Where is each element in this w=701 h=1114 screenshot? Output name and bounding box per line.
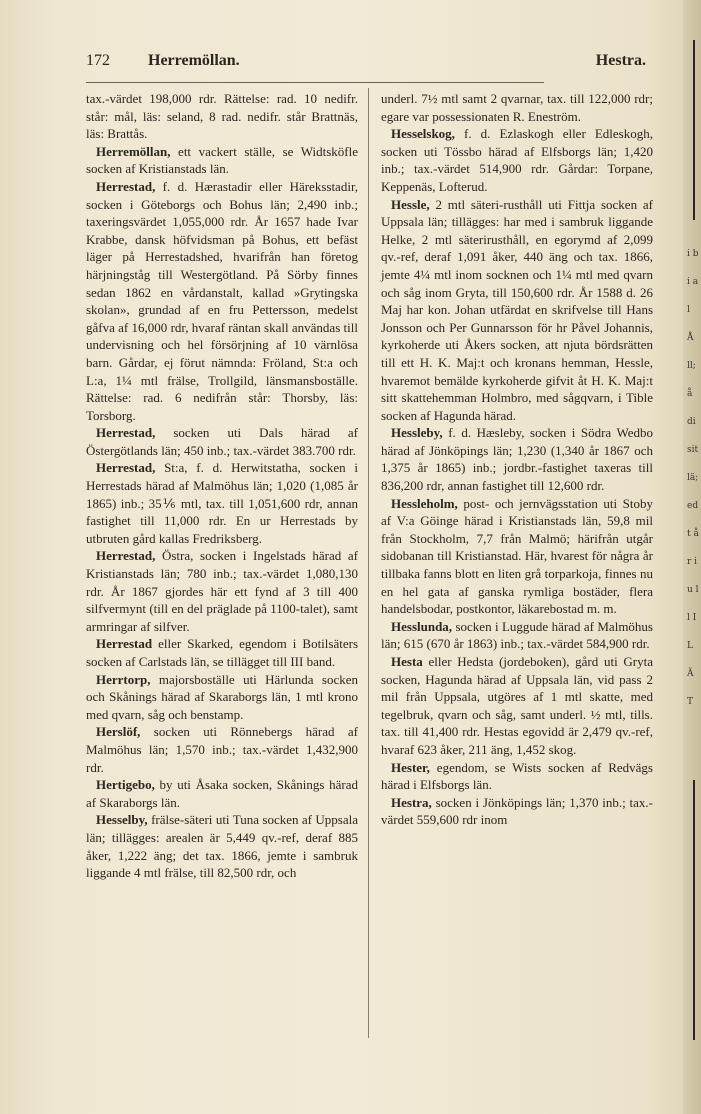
entry-paragraph: Hertigebo, by uti Åsaka socken, Skånings härad af Skaraborgs län. (86, 777, 358, 810)
entry-headword: Hestra, (391, 794, 432, 810)
entry-paragraph: Hessleholm, post- och jernvägsstation uti Stoby af V:a Göinge härad i Kristianstads län, 59,8 mil från Stockholm, 7,7 från Malmö; härifrån utgår sidobanan till Kristianstad. Här, hvarest för några år tillbaka fanns blott en liten grå torparkoja, finnes nu en hel gata af ganska rymliga bostäder, flera handelsbodar, postkontor, läkarebostad m. m. (381, 495, 653, 617)
right-column (381, 90, 653, 829)
column-divider (368, 88, 369, 1038)
entry-paragraph: Hessleby, f. d. Hæsleby, socken i Södra Wedbo härad af Jönköpings län; 1,230 (1,340 år 1867 och 1,375 år 1865) inb.; jordbr.-fastighet taxeras till 836,200 rdr, annan fastighet till 12,600 rdr. (381, 425, 653, 494)
entry-paragraph: Herslöf, socken uti Rönnebergs härad af Malmöhus län; 1,570 inb.; tax.-värdet 1,432,900 rdr. (86, 724, 358, 775)
header-right-title: Hestra. (595, 52, 646, 69)
entry-paragraph: Hesta eller Hedsta (jordeboken), gård uti Gryta socken, Hagunda härad af Uppsala län, vid pass 2 mil från Uppsala, utgöres af 1 mtl skatte, med tegelbruk, qvarn och såg, samt underl. ½ mtl, tills. tax. till 41,400 rdr. Hestas egovidd är 2,479 qv.-ref, hvaraf 623 åker, 211 äng, 1,452 skog. (381, 654, 653, 757)
entry-paragraph: Hestra, socken i Jönköpings län; 1,370 inb.; tax.-värdet 559,600 rdr inom (381, 794, 653, 828)
edge-rule-mark (693, 40, 695, 220)
entry-paragraph: underl. 7½ mtl samt 2 qvarnar, tax. till 122,000 rdr; egare var possessionaten R. Eneström. (381, 91, 653, 124)
entry-paragraph: Hessle, 2 mtl säteri-rusthåll uti Fittja socken af Uppsala län; tillägges: har med i sambruk liggande Helke, 2 mtl säterirusthåll, en egorymd af 2,099 qv.-ref, deraf 1,091 åker, 440 äng och tax. 1866, jemte 4¼ mtl inom socknen och 1¼ mtl med qvarn och såg inom Gryta, till 150,600 rdr. År 1588 d. 26 Maj har kon. Johan utfärdat en skrifvelse till Hans Jonsson och Per Gunnarsson för hr Påvel Johannis, kyrkoherde uti Åkers socken, att njuta bördsrätten till ett H. K. Maj:t och kronans hemman, Hessle, hvaremot bemälde kyrkoherde gifvit åt H. K. Maj:t sitt skattehemman Holmbro, med sågqvarn, i Tible socken af Hagunda härad. (381, 196, 653, 423)
entry-headword: Hesta (391, 654, 423, 669)
entry-paragraph: Herremöllan, ett vackert ställe, se Widtsköfle socken af Kristianstads län. (86, 143, 358, 177)
entry-headword: Herrestad, (96, 548, 156, 564)
edge-glyphs: i bi al Å ll; å di sit lä; ed t år iu ll IL Ä T (687, 249, 699, 707)
entry-paragraph: Hesslunda, socken i Luggude härad af Malmöhus län; 615 (670 år 1863) inb.; tax.-värdet 584,900 rdr. (381, 618, 653, 652)
entry-headword: Hertigebo, (96, 777, 155, 793)
entry-paragraph: Hesselby, frälse-säteri uti Tuna socken af Uppsala län; tillägges: arealen är 5,449 qv.-ref, deraf 885 åker, 1,222 äng; det tax. 1866, jemte i sambruk liggande 4 mtl frälse, till 82,500 rdr, och (86, 812, 358, 881)
entry-paragraph: Herrestad, socken uti Dals härad af Östergötlands län; 450 inb.; tax.-värdet 383.700 rdr. (86, 425, 358, 458)
entry-paragraph: Hesselskog, f. d. Ezlaskogh eller Edleskogh, socken uti Tössbo härad af Elfsborgs län; 1,420 inb.; tax.-värdet 514,900 rdr. Gårdar: Torpane, Keppenäs, Lofterud. (381, 126, 653, 194)
entry-paragraph: tax.-värdet 198,000 rdr. Rättelse: rad. 10 nedifr. står: mål, läs: seland, 8 rad. nedifr. står Brattnäs, läs: Brattås. (86, 91, 358, 142)
entry-headword: Herrestad, (96, 425, 156, 441)
next-page-edge (683, 0, 701, 1114)
entry-headword: Hesselby, (96, 812, 148, 828)
entry-headword: Herrestad, (96, 460, 156, 476)
entry-paragraph: Herrtorp, majorsboställe uti Härlunda socken och Skånings härad af Skaraborgs län, 1 mtl krono med qvarn, såg och benstamp. (86, 671, 358, 722)
header-left-title: Herremöllan. (148, 52, 240, 69)
entry-paragraph: Herrestad, Östra, socken i Ingelstads härad af Kristianstads län; 780 inb.; tax.-värdet 1,080,130 rdr. År 1867 gjordes här ett fynd af 3 till 400 silfvermynt (till en del präglade på 1100-talet), samt armringar af silfver. (86, 548, 358, 634)
edge-rule-mark (693, 780, 695, 1040)
entry-headword: Hessleby, (391, 425, 443, 441)
entry-headword: Hessle, (391, 196, 430, 212)
entry-headword: Herrtorp, (96, 671, 151, 687)
entry-headword: Herslöf, (96, 724, 141, 740)
entry-paragraph: Herrestad, f. d. Hærastadir eller Häreksstadir, socken i Göteborgs och Bohus län; 2,490 inb.; taxeringsvärdet 1,055,000 rdr. År 1657 hade Ivar Krabbe, dansk höfvidsman på Bohus, ett befäst läger på Herrestadshed, hvarifrån han företog härjningståg till Westergötland. På Sörby finnes sedan 1862 en vårdanstalt, kallad »Grytingska skolan», grundad af en fru Pettersson, medelst gåfva af 16,000 rdr, hvaraf räntan skall användas till undervisning och hel försörjning af 10 värnlösa barn. Gårdar, ej förut nämnda: Fröland, St:a och L:a, 1¼ mtl frälse, Trollgild, länsmansboställe. Rättelse: rad. 6 nedifrån står: Thorsby, läs: Torsborg. (86, 178, 358, 423)
entry-paragraph: Herrestad, St:a, f. d. Herwitstatha, socken i Herrestads härad af Malmöhus län; 1,020 (1,085 år 1865) inb.; 35⅙ mtl, tax. till 1,051,600 rdr, annan fastighet till 11,000 rdr. En ur Herrestads by utbruten gård kallas Fredriksberg. (86, 460, 358, 546)
entry-paragraph: Herrestad eller Skarked, egendom i Botilsäters socken af Carlstads län, se tillägget till III band. (86, 636, 358, 669)
entry-headword: Herrestad, (96, 178, 156, 194)
entry-paragraph: Hester, egendom, se Wists socken af Redvägs härad i Elfsborgs län. (381, 759, 653, 793)
entry-headword: Hester, (391, 759, 430, 775)
entry-headword: Herrestad (96, 636, 153, 652)
running-header (86, 52, 646, 78)
page-number: 172 (86, 52, 110, 69)
header-rule (86, 82, 544, 83)
entry-headword: Herremöllan, (96, 143, 171, 159)
left-column (86, 90, 358, 882)
entry-headword: Hesslunda, (391, 618, 453, 634)
entry-headword: Hessleholm, (391, 495, 458, 511)
entry-headword: Hesselskog, (391, 126, 455, 142)
